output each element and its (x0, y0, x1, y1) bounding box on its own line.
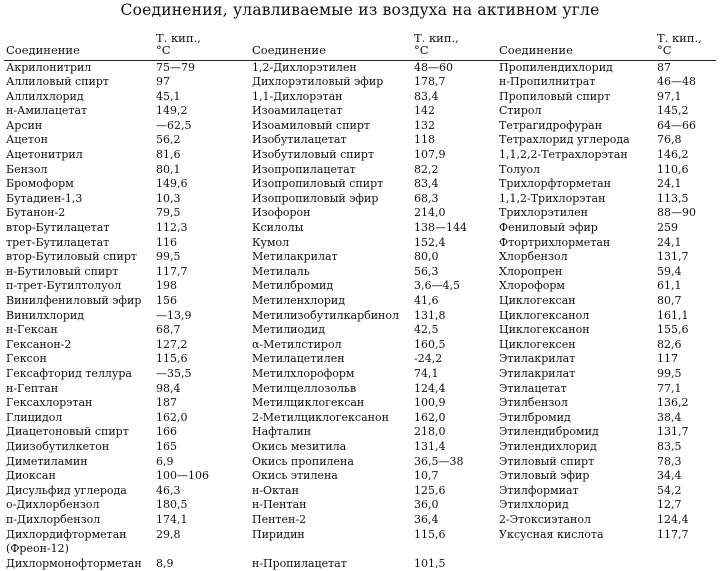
compound-name: Метилхлороформ (252, 366, 355, 380)
boiling-point: 48—60 (414, 60, 453, 74)
compound-name: Бутанон-2 (6, 206, 66, 220)
boiling-point: 146,2 (657, 148, 689, 162)
boiling-point: 162,0 (414, 410, 446, 424)
boiling-point: 41,6 (414, 294, 439, 307)
boiling-point: 68,3 (414, 191, 439, 205)
boiling-point: 56,3 (414, 264, 439, 278)
compound-name: Этиловый спирт (499, 454, 595, 468)
compound-name: Аллиловый спирт (6, 75, 109, 89)
boiling-point: 81,6 (156, 148, 181, 162)
compound-name: Гексафторид теллура (6, 366, 132, 380)
table-row (4, 119, 716, 134)
compound-name: (Фреон-12) (6, 542, 69, 556)
compound-name: Изоамилацетат (252, 104, 343, 118)
table-row (4, 557, 716, 571)
boiling-point: 118 (414, 133, 435, 147)
boiling-point: 187 (156, 396, 177, 410)
compound-name: о-Дихлорбензол (6, 498, 100, 512)
boiling-point: 82,6 (657, 337, 682, 351)
compound-name: Диметиламин (6, 454, 88, 468)
boiling-point (655, 542, 716, 557)
compound-name: Гексахлорэтан (6, 396, 93, 410)
table-row (4, 411, 716, 426)
boiling-point: 8,9 (156, 556, 174, 570)
compound-name: Ацетон (6, 133, 48, 147)
compound-name: Гексанон-2 (6, 337, 72, 351)
compound-name (250, 542, 412, 557)
header-bp-3: Т. кип., °С (655, 20, 716, 60)
boiling-point: 100,9 (414, 396, 446, 410)
boiling-point: 259 (657, 221, 678, 235)
boiling-point: 97 (156, 75, 170, 89)
boiling-point: 155,6 (657, 323, 689, 337)
compound-name: Пентен-2 (252, 512, 307, 526)
boiling-point: 131,4 (414, 439, 446, 453)
compound-name: Окись мезитила (252, 439, 347, 453)
boiling-point: 161,1 (657, 308, 689, 322)
compound-name: н-Гептан (6, 381, 59, 395)
compound-name: 2-Метилциклогексанон (252, 410, 389, 424)
boiling-point (412, 542, 497, 557)
boiling-point: 145,2 (657, 104, 689, 118)
boiling-point: 198 (156, 279, 177, 293)
boiling-point: 36,0 (414, 498, 439, 512)
table-row (4, 294, 716, 309)
boiling-point: 46,3 (156, 483, 181, 497)
compound-name: Хлороформ (499, 279, 565, 293)
compound-name: н-Гексан (6, 323, 58, 337)
compound-name: Тетрахлорид углерода (499, 133, 630, 147)
boiling-point: 34,4 (657, 469, 682, 483)
boiling-point: 64—66 (657, 118, 696, 132)
compounds-table (4, 20, 716, 571)
compound-name (497, 542, 655, 557)
boiling-point: 152,4 (414, 235, 446, 249)
boiling-point: 99,5 (657, 366, 682, 380)
table-row (4, 206, 716, 221)
compound-name: Гексон (6, 352, 47, 366)
compound-name: Винилфениловый эфир (6, 294, 142, 307)
compound-name: Дихлорэтиловый эфир (252, 75, 384, 89)
boiling-point: 110,6 (657, 162, 689, 176)
header-compound-3: Соединение (497, 20, 655, 60)
table-row (4, 455, 716, 470)
compound-name: Окись пропилена (252, 454, 354, 468)
compound-name: 1,1,2,2-Тетрахлорэтан (499, 148, 628, 162)
compound-name: Пропиловый спирт (499, 89, 611, 103)
boiling-point: 174,1 (156, 512, 188, 526)
table-row (4, 279, 716, 294)
compound-name: п-трет-Бутилтолуол (6, 279, 122, 293)
boiling-point: 156 (156, 294, 177, 307)
compound-name: Стирол (499, 104, 542, 118)
table-row (4, 75, 716, 90)
compound-name: Фениловый эфир (499, 221, 598, 235)
boiling-point: 116 (156, 235, 177, 249)
compound-name: Дихлордифторметан (6, 527, 127, 541)
compound-name: Метилацетилен (252, 352, 345, 366)
boiling-point: 124,4 (414, 381, 446, 395)
boiling-point: 149,6 (156, 177, 188, 191)
boiling-point: 3,6—4,5 (414, 279, 460, 293)
boiling-point: —62,5 (156, 118, 192, 132)
compound-name: н-Октан (252, 483, 299, 497)
compound-name: Циклогексен (499, 337, 576, 351)
table-row (4, 265, 716, 280)
compound-name: Толуол (499, 162, 541, 176)
boiling-point: 178,7 (414, 75, 446, 89)
table-row (4, 221, 716, 236)
compound-name: Диоксан (6, 469, 56, 483)
boiling-point: 29,8 (156, 527, 181, 541)
boiling-point: 46—48 (657, 75, 696, 89)
boiling-point: 136,2 (657, 396, 689, 410)
compound-name: Изопропиловый эфир (252, 191, 379, 205)
compound-name: 1,2-Дихлорэтилен (252, 60, 357, 74)
boiling-point: —13,9 (156, 308, 192, 322)
boiling-point: 42,5 (414, 323, 439, 337)
boiling-point: 24,1 (657, 235, 682, 249)
compound-name: Этилацетат (499, 381, 567, 395)
boiling-point: 117,7 (657, 527, 689, 541)
boiling-point: 99,5 (156, 250, 181, 264)
table-row (4, 367, 716, 382)
boiling-point: 100—106 (156, 469, 209, 483)
boiling-point: 10,7 (414, 469, 439, 483)
compound-name: Изоамиловый спирт (252, 118, 370, 132)
compound-name: н-Пропилацетат (252, 556, 347, 570)
compound-name: н-Амилацетат (6, 104, 88, 118)
boiling-point: 12,7 (657, 498, 682, 512)
boiling-point: 88—90 (657, 206, 696, 220)
table-row (4, 338, 716, 353)
compound-name: Трихлорэтилен (499, 206, 588, 220)
compound-name: Бензол (6, 162, 48, 176)
compound-name: Дисульфид углерода (6, 483, 127, 497)
boiling-point: 165 (156, 439, 177, 453)
compound-name: Изофорон (252, 206, 311, 220)
boiling-point: 68,7 (156, 323, 181, 337)
compound-name: 1,1,2-Трихлорэтан (499, 191, 606, 205)
compound-name: Бутадиен-1,3 (6, 191, 83, 205)
compound-name: Винилхлорид (6, 308, 85, 322)
table-row (4, 396, 716, 411)
compound-name: Метиленхлорид (252, 294, 345, 307)
compound-name: Изобутилацетат (252, 133, 347, 147)
boiling-point: 115,6 (156, 352, 188, 366)
compound-name: Этилендибромид (499, 425, 599, 439)
compound-name: п-Дихлорбензол (6, 512, 101, 526)
compound-name: Диацетоновый спирт (6, 425, 129, 439)
boiling-point: 76,8 (657, 133, 682, 147)
compound-name (497, 557, 655, 571)
compound-name: Хлоропрен (499, 264, 563, 278)
compound-name: н-Пропилнитрат (499, 75, 596, 89)
boiling-point: 138—144 (414, 221, 467, 235)
header-compound-1: Соединение (4, 20, 154, 60)
compound-name: Ксилолы (252, 221, 304, 235)
compound-name: н-Пентан (252, 498, 307, 512)
compound-name: трет-Бутилацетат (6, 235, 110, 249)
table-row (4, 382, 716, 397)
boiling-point: 74,1 (414, 366, 439, 380)
boiling-point: 117 (657, 352, 678, 366)
boiling-point: -24,2 (414, 352, 443, 366)
boiling-point: 101,5 (414, 556, 446, 570)
compound-name: Метилаль (252, 264, 310, 278)
table-row (4, 148, 716, 163)
compound-name: втор-Бутиловый спирт (6, 250, 137, 264)
compound-name: Этилакрилат (499, 366, 576, 380)
table-row (4, 250, 716, 265)
boiling-point: 6,9 (156, 454, 174, 468)
table-header-row (4, 20, 716, 60)
compound-name: Хлорбензол (499, 250, 568, 264)
table-row (4, 498, 716, 513)
compound-name: Изопропиловый спирт (252, 177, 384, 191)
compound-name: Кумол (252, 235, 290, 249)
boiling-point: 180,5 (156, 498, 188, 512)
compound-name: Пропилендихлорид (499, 60, 613, 74)
table-row (4, 352, 716, 367)
boiling-point: 97,1 (657, 89, 682, 103)
table-row (4, 192, 716, 207)
compound-name: Этилформиат (499, 483, 579, 497)
compound-name: Метилиодид (252, 323, 326, 337)
boiling-point: 83,5 (657, 439, 682, 453)
compound-name: Изопропилацетат (252, 162, 356, 176)
boiling-point: 82,2 (414, 162, 439, 176)
compound-name: Этилакрилат (499, 352, 576, 366)
table-row (4, 469, 716, 484)
compound-name: Аллилхлорид (6, 89, 84, 103)
compound-name: Пиридин (252, 527, 305, 541)
boiling-point: 115,6 (414, 527, 446, 541)
table-row (4, 60, 716, 75)
compound-name: Ацетонитрил (6, 148, 83, 162)
boiling-point: 132 (414, 118, 435, 132)
table-row (4, 513, 716, 528)
boiling-point: 131,7 (657, 250, 689, 264)
compound-name: Этиловый эфир (499, 469, 590, 483)
boiling-point: 45,1 (156, 89, 181, 103)
boiling-point: 75—79 (156, 60, 195, 74)
boiling-point: 83,4 (414, 89, 439, 103)
boiling-point: 36,4 (414, 512, 439, 526)
header-bp-2: Т. кип., °С (412, 20, 497, 60)
boiling-point: —35,5 (156, 366, 192, 380)
compound-name: Дихлормонофторметан (6, 556, 142, 570)
table-row (4, 104, 716, 119)
boiling-point: 160,5 (414, 337, 446, 351)
compound-name: Метилциклогексан (252, 396, 365, 410)
boiling-point: 131,8 (414, 308, 446, 322)
boiling-point: 112,3 (156, 221, 188, 235)
boiling-point: 125,6 (414, 483, 446, 497)
boiling-point: 83,4 (414, 177, 439, 191)
table-row (4, 425, 716, 440)
compound-name: Этилбензол (499, 396, 568, 410)
boiling-point (154, 542, 250, 557)
table-row (4, 542, 716, 557)
page-title: Соединения, улавливаемые из воздуха на активном угле (120, 1, 600, 19)
compound-name: Уксусная кислота (499, 527, 604, 541)
boiling-point: 87 (657, 60, 671, 74)
boiling-point: 10,3 (156, 191, 181, 205)
compound-name: Метилакрилат (252, 250, 338, 264)
boiling-point: 166 (156, 425, 177, 439)
boiling-point: 218,0 (414, 425, 446, 439)
boiling-point: 80,1 (156, 162, 181, 176)
boiling-point: 98,4 (156, 381, 181, 395)
compound-name: Диизобутилкетон (6, 439, 110, 453)
table-row (4, 323, 716, 338)
table-row (4, 236, 716, 251)
boiling-point: 77,1 (657, 381, 682, 395)
compound-name: Циклогексанон (499, 323, 590, 337)
compound-name: Этилхлорид (499, 498, 569, 512)
boiling-point: 107,9 (414, 148, 446, 162)
boiling-point: 36,5—38 (414, 454, 464, 468)
compound-name: Циклогексанол (499, 308, 590, 322)
boiling-point: 127,2 (156, 337, 188, 351)
compound-name: 2-Этоксиэтанол (499, 512, 591, 526)
boiling-point: 56,2 (156, 133, 181, 147)
compound-name: Этилендихлорид (499, 439, 597, 453)
compound-name: втор-Бутилацетат (6, 221, 110, 235)
boiling-point: 214,0 (414, 206, 446, 220)
table-row (4, 484, 716, 499)
boiling-point: 59,4 (657, 264, 682, 278)
compound-name: н-Бутиловый спирт (6, 264, 119, 278)
boiling-point: 79,5 (156, 206, 181, 220)
boiling-point: 113,5 (657, 191, 689, 205)
table-row (4, 309, 716, 324)
compound-name: Трихлорфторметан (499, 177, 611, 191)
boiling-point: 38,4 (657, 410, 682, 424)
compound-name: Этилбромид (499, 410, 571, 424)
compound-name: α-Метилстирол (252, 337, 342, 351)
compound-name: Метилбромид (252, 279, 334, 293)
compound-name: Арсин (6, 118, 43, 132)
compound-name: Фтортрихлорметан (499, 235, 611, 249)
compound-name: Окись этилена (252, 469, 338, 483)
header-compound-2: Соединение (250, 20, 412, 60)
table-row (4, 177, 716, 192)
boiling-point: 54,2 (657, 483, 682, 497)
compound-name: Метилизобутилкарбинол (252, 308, 400, 322)
table-row (4, 133, 716, 148)
boiling-point: 162,0 (156, 410, 188, 424)
boiling-point: 124,4 (657, 512, 689, 526)
boiling-point: 131,7 (657, 425, 689, 439)
compound-name: Метилцеллозольв (252, 381, 357, 395)
header-bp-1: Т. кип., °С (154, 20, 250, 60)
boiling-point: 117,7 (156, 264, 188, 278)
compound-name: Нафталин (252, 425, 312, 439)
compound-name: Изобутиловый спирт (252, 148, 375, 162)
boiling-point: 61,1 (657, 279, 682, 293)
compound-name: Акрилонитрил (6, 60, 92, 74)
compound-name: Циклогексан (499, 294, 576, 307)
boiling-point: 80,0 (414, 250, 439, 264)
table-row (4, 440, 716, 455)
boiling-point: 149,2 (156, 104, 188, 118)
compound-name: Тетрагидрофуран (499, 118, 603, 132)
boiling-point (655, 557, 716, 571)
compound-name: Бромоформ (6, 177, 74, 191)
boiling-point: 142 (414, 104, 435, 118)
boiling-point: 80,7 (657, 294, 682, 307)
table-row (4, 163, 716, 178)
compound-name: Глицидол (6, 410, 63, 424)
table-row (4, 90, 716, 105)
compound-name: 1,1-Дихлорэтан (252, 89, 343, 103)
boiling-point: 24,1 (657, 177, 682, 191)
boiling-point: 78,3 (657, 454, 682, 468)
